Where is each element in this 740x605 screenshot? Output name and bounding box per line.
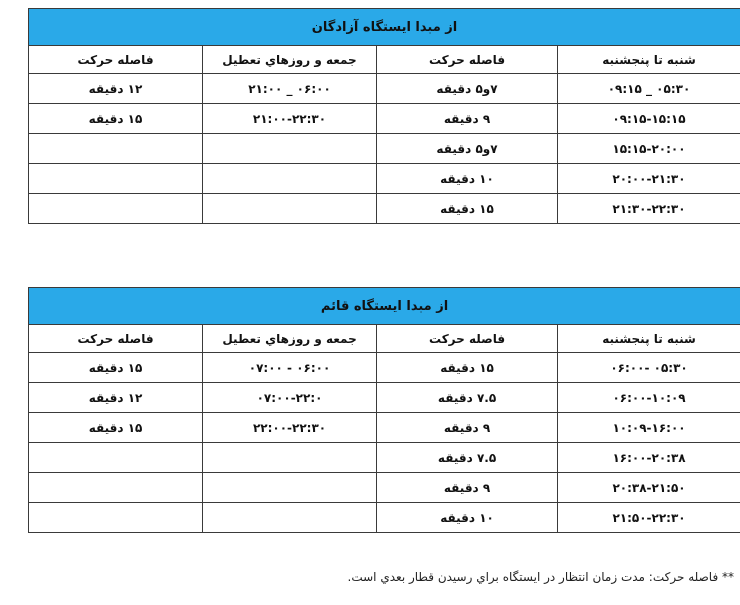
- table-cell: [29, 473, 203, 503]
- table-cell: ۷و۵ دقيقه: [377, 134, 558, 164]
- table-title: از مبدا ايستگاه قائم: [29, 288, 740, 325]
- table-cell: ۱۰:۰۹-۱۶:۰۰: [558, 413, 740, 443]
- table-cell: ۹ دقيقه: [377, 413, 558, 443]
- table-cell: ۹ دقيقه: [377, 104, 558, 134]
- table-row: [29, 104, 740, 134]
- column-header: جمعه و روزهاي تعطيل: [203, 46, 377, 74]
- column-header: شنبه تا پنجشنبه: [558, 46, 740, 74]
- column-header: فاصله حركت: [29, 325, 203, 353]
- table-cell: ۱۵:۱۵-۲۰:۰۰: [558, 134, 740, 164]
- table-row: [29, 443, 740, 473]
- table-cell: ۱۰ دقيقه: [377, 164, 558, 194]
- table-cell: [29, 194, 203, 224]
- table-cell: ۲۱:۳۰-۲۲:۳۰: [558, 194, 740, 224]
- table-cell: ۷و۵ دقيقه: [377, 74, 558, 104]
- table-row: [29, 473, 740, 503]
- table-cell: ۱۲ دقيقه: [29, 74, 203, 104]
- header-row: [29, 46, 740, 74]
- table-cell: [29, 164, 203, 194]
- table-cell: ۰۶:۰۰ - ۰۷:۰۰: [203, 353, 377, 383]
- header-row: [29, 325, 740, 353]
- table-cell: [203, 443, 377, 473]
- table-row: [29, 134, 740, 164]
- column-header: فاصله حركت: [29, 46, 203, 74]
- table-cell: ۹ دقيقه: [377, 473, 558, 503]
- table-cell: [29, 443, 203, 473]
- table-cell: [203, 134, 377, 164]
- column-header: فاصله حركت: [377, 325, 558, 353]
- table-cell: ۰۵:۳۰ _ ۰۹:۱۵: [558, 74, 740, 104]
- table-cell: ۷.۵ دقيقه: [377, 383, 558, 413]
- column-header: شنبه تا پنجشنبه: [558, 325, 740, 353]
- schedule-table-azadegan: [28, 8, 740, 224]
- table-cell: ۱۶:۰۰-۲۰:۳۸: [558, 443, 740, 473]
- table-cell: [29, 503, 203, 533]
- table-cell: ۰۶:۰۰ _ ۲۱:۰۰: [203, 74, 377, 104]
- table-cell: ۰۷:۰۰-۲۲:۰: [203, 383, 377, 413]
- table-cell: ۱۵ دقيقه: [29, 353, 203, 383]
- table-cell: ۲۰:۰۰-۲۱:۳۰: [558, 164, 740, 194]
- table-cell: ۰۹:۱۵-۱۵:۱۵: [558, 104, 740, 134]
- table-row: [29, 383, 740, 413]
- table-cell: ۲۰:۳۸-۲۱:۵۰: [558, 473, 740, 503]
- table-cell: ۱۵ دقيقه: [377, 194, 558, 224]
- table-title: از مبدا ايستگاه آزادگان: [29, 9, 740, 46]
- table-cell: [203, 194, 377, 224]
- column-header: جمعه و روزهاي تعطيل: [203, 325, 377, 353]
- schedule-table-ghaem: [28, 287, 740, 533]
- table-cell: ۱۵ دقيقه: [377, 353, 558, 383]
- table-cell: ۱۵ دقيقه: [29, 413, 203, 443]
- table-cell: ۲۱:۵۰-۲۲:۳۰: [558, 503, 740, 533]
- table-row: [29, 503, 740, 533]
- table-row: [29, 413, 740, 443]
- column-header: فاصله حركت: [377, 46, 558, 74]
- table-cell: [203, 473, 377, 503]
- table-cell: ۰۵:۳۰ -۰۶:۰۰: [558, 353, 740, 383]
- table-cell: ۱۲ دقيقه: [29, 383, 203, 413]
- table-cell: ۷.۵ دقيقه: [377, 443, 558, 473]
- table-row: [29, 353, 740, 383]
- table-cell: ۱۵ دقيقه: [29, 104, 203, 134]
- table-cell: [203, 503, 377, 533]
- table-cell: ۲۱:۰۰-۲۲:۳۰: [203, 104, 377, 134]
- table-cell: [29, 134, 203, 164]
- table-cell: [203, 164, 377, 194]
- table-cell: ۱۰ دقيقه: [377, 503, 558, 533]
- table-row: [29, 194, 740, 224]
- footnote: ** فاصله حركت: مدت زمان انتظار در ايستگاه براي رسيدن قطار بعدي است.: [347, 570, 734, 584]
- table-row: [29, 164, 740, 194]
- table-cell: ۲۲:۰۰-۲۲:۳۰: [203, 413, 377, 443]
- table-cell: ۰۶:۰۰-۱۰:۰۹: [558, 383, 740, 413]
- table-row: [29, 74, 740, 104]
